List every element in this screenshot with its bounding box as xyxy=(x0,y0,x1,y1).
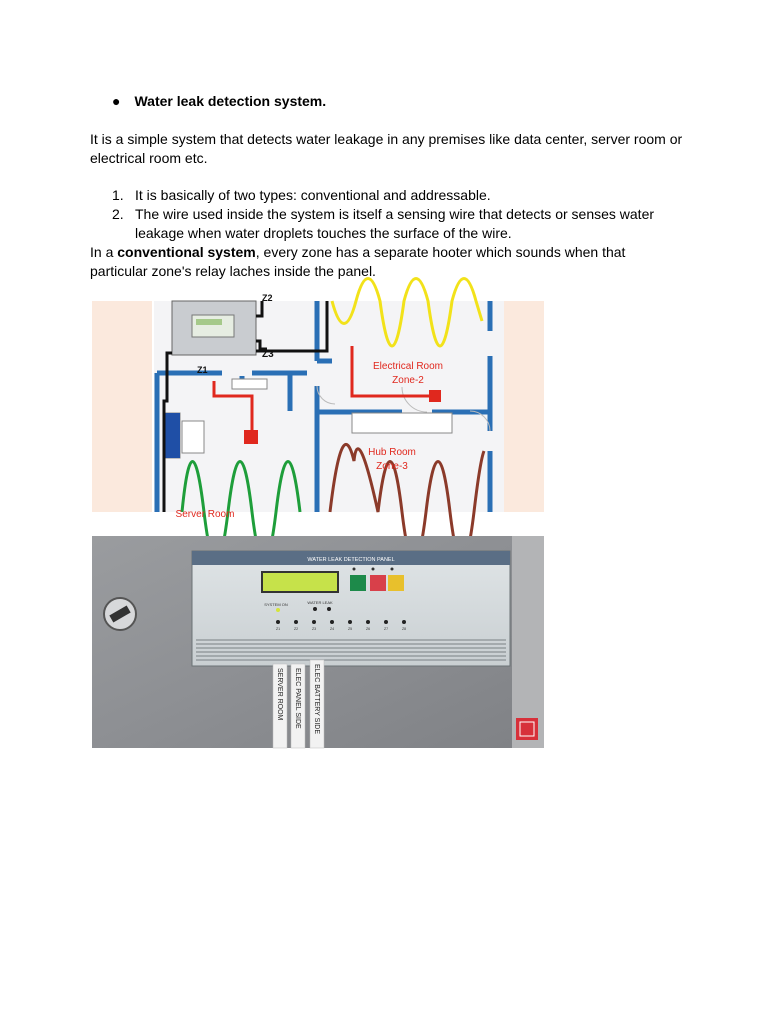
zone-label: Z3 xyxy=(311,627,317,631)
zone-label: Z7 xyxy=(383,627,389,631)
mute-button xyxy=(388,575,404,591)
zone-label: Z6 xyxy=(365,627,371,631)
zone-label: Z2 xyxy=(293,627,299,631)
label-server-room: Server Room xyxy=(175,509,235,520)
zone-label: Z1 xyxy=(275,627,281,631)
cable-tag-server-room: SERVER ROOM xyxy=(276,668,283,721)
panel-photo-svg xyxy=(92,536,544,748)
cable-tag-elec-battery-side: ELEC BATTERY SIDE xyxy=(313,664,320,735)
indicator-water-leak: WATER LEAK xyxy=(307,600,333,605)
brand-logo-icon xyxy=(516,718,538,740)
floor-plan-diagram xyxy=(92,293,544,520)
conventional-prefix: In a xyxy=(90,244,118,260)
zone-label: Z5 xyxy=(347,627,353,631)
conventional-paragraph xyxy=(90,243,650,281)
bullet-icon: ● xyxy=(112,93,121,109)
list-text: It is basically of two types: conventional and addressable. xyxy=(135,187,491,203)
panel-title: WATER LEAK DETECTION PANEL xyxy=(307,557,395,563)
reset-button xyxy=(350,575,366,591)
panel-photo xyxy=(92,536,544,748)
indicator-system-on: SYSTEM ON xyxy=(264,602,288,607)
zone-label: Z8 xyxy=(401,627,407,631)
intro-paragraph: It is a simple system that detects water leakage in any premises like data center, server room or electrical room etc. xyxy=(90,131,683,166)
list-text: The wire used inside the system is itself a sensing wire that detects or senses water leakage when water droplets touches the surface of the wire. xyxy=(135,206,655,241)
label-z1: Z1 xyxy=(197,365,208,375)
list-number: 2. xyxy=(112,206,124,222)
section-heading xyxy=(112,92,326,111)
floor-plan-svg xyxy=(92,293,544,520)
zone-label: Z4 xyxy=(329,627,335,631)
conventional-suffix: , every zone has a separate hooter which sounds when that particular zone's relay laches inside the panel. xyxy=(90,244,626,279)
list-number: 1. xyxy=(112,187,124,203)
cable-tag-elec-panel-side: ELEC PANEL SIDE xyxy=(294,668,301,729)
list-item xyxy=(112,205,672,243)
label-zone3: Zone-3 xyxy=(376,461,408,472)
label-hub-room: Hub Room xyxy=(368,447,416,458)
hooter-button xyxy=(370,575,386,591)
label-z3: Z3 xyxy=(262,349,274,360)
label-electrical-room: Electrical Room xyxy=(372,361,444,372)
heading-text: Water leak detection system. xyxy=(134,93,327,109)
label-zone2: Zone-2 xyxy=(392,375,424,386)
list-item xyxy=(112,186,672,205)
label-z2: Z2 xyxy=(262,293,273,303)
conventional-bold: conventional system xyxy=(117,244,256,260)
